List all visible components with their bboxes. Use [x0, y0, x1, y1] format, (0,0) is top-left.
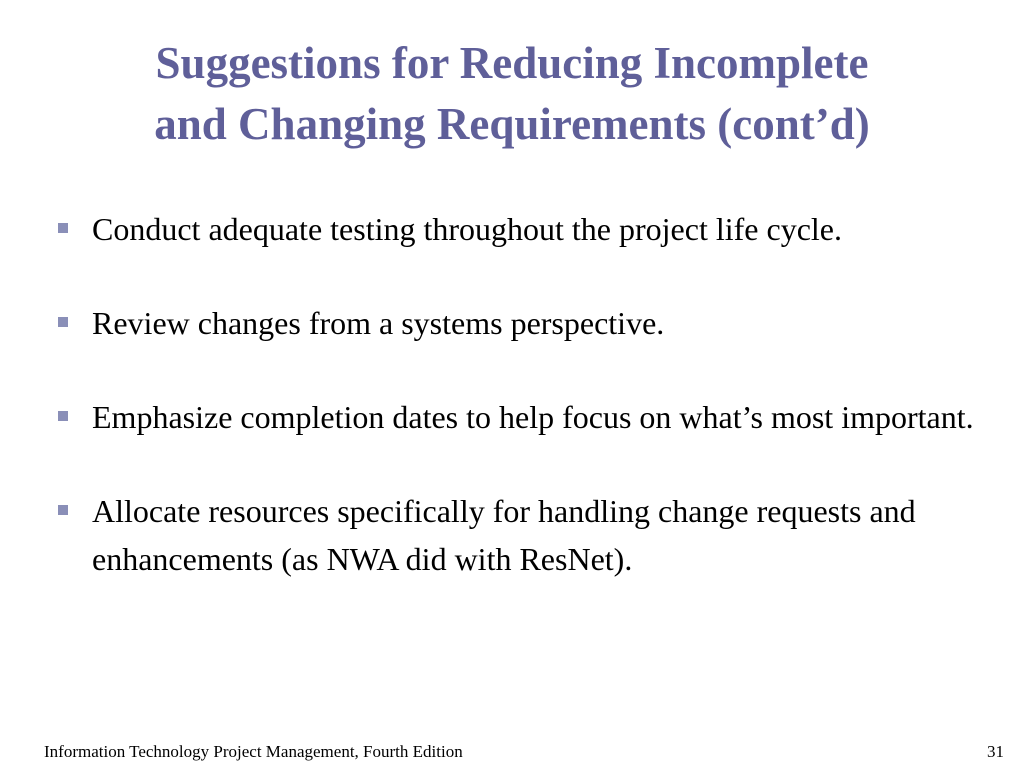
bullet-text: Conduct adequate testing throughout the project life cycle. — [92, 211, 842, 247]
bullet-text: Review changes from a systems perspective. — [92, 305, 665, 341]
footer-text: Information Technology Project Management, Fourth Edition — [44, 742, 463, 761]
bullet-item — [56, 393, 986, 441]
square-bullet-icon — [58, 317, 68, 327]
page-number: 31 — [987, 742, 1004, 761]
square-bullet-icon — [58, 223, 68, 233]
bullet-item — [56, 487, 986, 583]
bullet-item — [56, 205, 986, 253]
bullet-text: Allocate resources specifically for handling change requests and enhancements (as NWA did with ResNet). — [92, 493, 916, 577]
slide-title — [0, 33, 1024, 155]
bullet-list — [56, 205, 986, 583]
slide-title-line-1: Suggestions for Reducing Incomplete — [155, 38, 869, 88]
square-bullet-icon — [58, 411, 68, 421]
slide-title-line-2: and Changing Requirements (cont’d) — [154, 99, 870, 149]
square-bullet-icon — [58, 505, 68, 515]
bullet-text: Emphasize completion dates to help focus on what’s most important. — [92, 399, 974, 435]
bullet-item — [56, 299, 986, 347]
